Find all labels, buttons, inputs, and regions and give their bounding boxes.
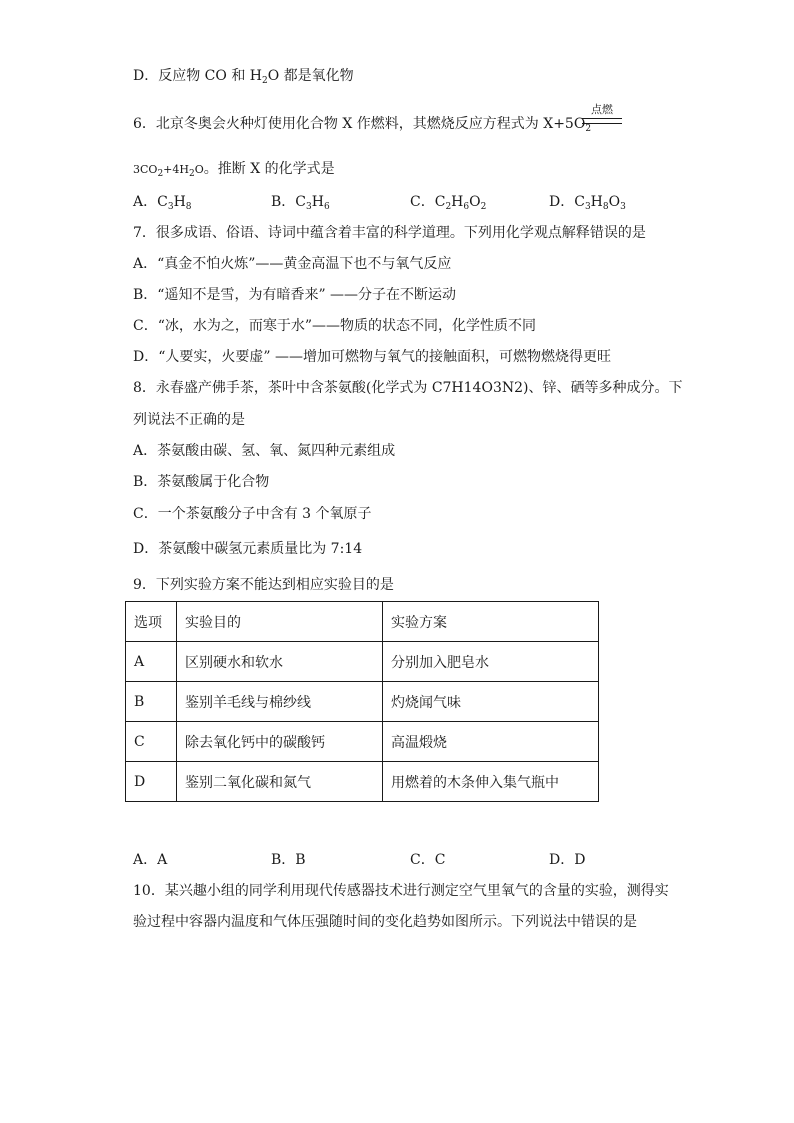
table-header-cell: 实验目的 (177, 602, 383, 642)
table-cell: C (126, 722, 177, 762)
table-cell: A (126, 642, 177, 682)
table-cell: 灼烧闻气味 (383, 682, 599, 722)
q8-option-a: A．茶氨酸由碳、氢、氧、氮四种元素组成 (133, 443, 396, 459)
q10-stem-line2: 验过程中容器内温度和气体压强随时间的变化趋势如图所示。下列说法中错误的是 (133, 914, 637, 930)
table-cell: 用燃着的木条伸入集气瓶中 (383, 762, 599, 802)
table-cell: 高温煅烧 (383, 722, 599, 762)
q8-option-d: D．茶氨酸中碳氢元素质量比为 7:14 (133, 541, 363, 557)
table-row (126, 682, 599, 722)
q6-option-b: B．$C_3H_6$ (271, 194, 330, 212)
q6-option-d: D．$C_3H_8O_3$ (549, 194, 626, 212)
q6-stem: 6．北京冬奥会火种灯使用化合物 X 作燃料，其燃烧反应方程式为 $X+5O_2$ (133, 116, 592, 134)
q9-option-c: C．C (410, 852, 446, 868)
table-row (126, 762, 599, 802)
equals-sign (582, 118, 622, 124)
table-row (126, 642, 599, 682)
q6-option-c: C．$C_2H_6O_2$ (410, 194, 487, 212)
q7-option-b: B．“遥知不是雪，为有暗香来” ——分子在不断运动 (133, 287, 457, 303)
q9-option-b: B．B (271, 852, 306, 868)
q8-stem-line2: 列说法不正确的是 (133, 412, 245, 428)
q5-option-d: D．反应物 CO 和 $H_2O$ 都是氧化物 (133, 68, 354, 86)
q7-option-d: D．“人要实，火要虚” ——增加可燃物与氧气的接触面积，可燃物燃烧得更旺 (133, 349, 611, 365)
q6-condition: 点燃 (591, 103, 613, 116)
table-cell: D (126, 762, 177, 802)
q8-option-c: C．一个茶氨酸分子中含有 3 个氧原子 (133, 506, 372, 522)
q8-stem-line1: 8．永春盛产佛手茶，茶叶中含茶氨酸(化学式为 C7H14O3N2)、锌、硒等多种成分。下 (133, 380, 683, 396)
table-cell: 区别硬水和软水 (177, 642, 383, 682)
table-cell: 鉴别二氧化碳和氮气 (177, 762, 383, 802)
q7-option-a: A．“真金不怕火炼”——黄金高温下也不与氧气反应 (133, 256, 452, 272)
q8-option-b: B．茶氨酸属于化合物 (133, 474, 270, 490)
q9-option-d: D．D (549, 852, 586, 868)
table-cell: 鉴别羊毛线与棉纱线 (177, 682, 383, 722)
q7-stem: 7．很多成语、俗语、诗词中蕴含着丰富的科学道理。下列用化学观点解释错误的是 (133, 225, 646, 241)
q9-option-a: A．A (133, 852, 168, 868)
q10-stem-line1: 10．某兴趣小组的同学利用现代传感器技术进行测定空气里氧气的含量的实验，测得实 (133, 883, 669, 899)
table-header-cell: 实验方案 (383, 602, 599, 642)
table-cell: B (126, 682, 177, 722)
table-cell: 除去氧化钙中的碳酸钙 (177, 722, 383, 762)
q6-option-a: A．$C_3H_8$ (133, 194, 192, 212)
table-header-cell: 选项 (126, 602, 177, 642)
q9-stem: 9．下列实验方案不能达到相应实验目的是 (133, 577, 394, 593)
table-header-row (126, 602, 599, 642)
table-cell: 分别加入肥皂水 (383, 642, 599, 682)
q6-reaction-arrow (582, 104, 622, 124)
q9-table (125, 601, 599, 802)
table-row (126, 722, 599, 762)
q6-stem-continued: $3CO_2+4H_2O$。推断 X 的化学式是 (133, 161, 335, 179)
q7-option-c: C．“冰，水为之，而寒于水”——物质的状态不同，化学性质不同 (133, 318, 537, 334)
